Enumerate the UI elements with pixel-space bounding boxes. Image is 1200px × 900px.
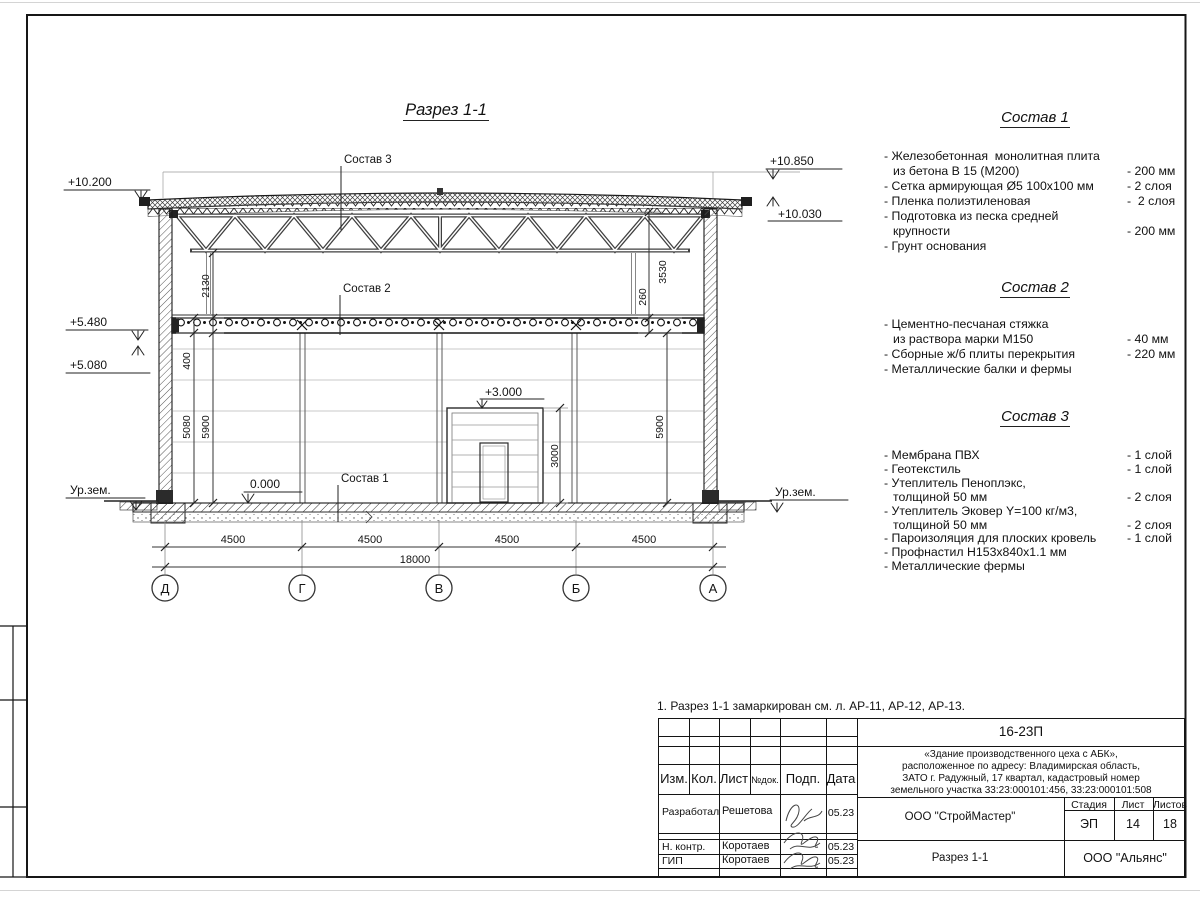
tb-contractor: ООО "Альянс" bbox=[1083, 851, 1167, 865]
dim-2130: 2130 bbox=[200, 274, 212, 298]
tb-name-3: Коротаев bbox=[722, 854, 770, 866]
list-item: - Пароизоляция для плоских кровель - 1 слой bbox=[884, 531, 1172, 546]
list-item: - Металлические балки и фермы bbox=[884, 362, 1072, 376]
list-item: - Цементно-песчаная стяжка bbox=[884, 317, 1049, 331]
list-item: - Пленка полиэтиленовая - 2 слоя bbox=[884, 194, 1176, 208]
elev-10850: +10.850 bbox=[770, 154, 814, 168]
tb-date-2: 05.23 bbox=[827, 841, 855, 853]
tb-stage-label: Стадия bbox=[1071, 799, 1107, 811]
signatures bbox=[780, 791, 826, 875]
roof-edge-right bbox=[741, 197, 752, 206]
ground-floor bbox=[104, 501, 772, 523]
tb-sheets-value: 18 bbox=[1163, 817, 1177, 831]
axis-b: Б bbox=[571, 581, 581, 596]
axis-a: А bbox=[708, 581, 718, 596]
list-item: - Геотекстиль - 1 слой bbox=[884, 461, 1172, 476]
tb-col-kol: Кол. bbox=[691, 771, 717, 786]
gate bbox=[447, 408, 543, 503]
elev-ground-left: Ур.зем. bbox=[70, 483, 111, 497]
drawing-view-title: Разрез 1-1 bbox=[405, 101, 487, 119]
list-item: крупности - 200 мм bbox=[893, 224, 1176, 238]
dim-5080: 5080 bbox=[181, 415, 193, 439]
roof-truss bbox=[169, 210, 710, 251]
dim-400: 400 bbox=[181, 352, 193, 370]
upper-partitions bbox=[207, 253, 636, 314]
dim-total: 18000 bbox=[399, 554, 431, 566]
sheet-note: 1. Разрез 1-1 замаркирован см. л. АР-11, АР-12, АР-13. bbox=[657, 699, 965, 713]
composition-1-heading: Состав 1 bbox=[1001, 109, 1069, 126]
wall-left bbox=[159, 209, 172, 503]
ridge-detail bbox=[437, 188, 443, 195]
dim-span-1: 4500 bbox=[220, 534, 246, 546]
dim-3000: 3000 bbox=[549, 444, 561, 468]
sand-base bbox=[133, 512, 744, 522]
tb-name-2: Коротаев bbox=[722, 840, 770, 852]
tb-col-izm: Изм. bbox=[660, 771, 688, 786]
tb-org: ООО "СтройМастер" bbox=[904, 811, 1016, 823]
list-item: - Профнастил Н153х840х1.1 мм bbox=[884, 545, 1067, 560]
roof-assembly bbox=[139, 172, 800, 217]
list-item: толщиной 50 мм - 2 слоя bbox=[893, 517, 1172, 532]
tb-col-podp: Подп. bbox=[785, 771, 821, 786]
elev-5080: +5.080 bbox=[70, 358, 108, 372]
tb-sheets-label: Листов bbox=[1152, 799, 1188, 811]
left-stamp-strip bbox=[0, 626, 27, 877]
composition-2-list bbox=[884, 317, 1183, 377]
tb-sheet-value: 14 bbox=[1126, 817, 1140, 831]
elev-zero: 0.000 bbox=[250, 477, 281, 491]
list-item: - Грунт основания bbox=[884, 239, 987, 253]
composition-2-heading: Состав 2 bbox=[1001, 279, 1069, 296]
list-item: - Сборные ж/б плиты перекрытия - 220 мм bbox=[884, 347, 1176, 361]
label-sostav2: Состав 2 bbox=[343, 283, 391, 295]
tb-project-line-1: «Здание производственного цеха с АБК», bbox=[924, 749, 1118, 760]
tb-project-line-3: ЗАТО г. Радужный, 17 квартал, кадастровый номер bbox=[902, 773, 1140, 784]
dim-5900-right: 5900 bbox=[654, 415, 666, 439]
tb-col-data: Дата bbox=[826, 771, 856, 786]
tb-col-list: Лист bbox=[719, 771, 749, 786]
list-item: - Утеплитель Пеноплэкс, bbox=[884, 475, 1026, 490]
tb-project-line-2: расположенное по адресу: Владимирская область, bbox=[902, 761, 1140, 772]
tb-project-line-4: земельного участка 33:23:000101:456, 33:23:000101:508 bbox=[890, 785, 1152, 796]
composition-1-list bbox=[884, 149, 1183, 254]
elev-ground-right: Ур.зем. bbox=[775, 485, 816, 499]
label-sostav3: Состав 3 bbox=[344, 154, 392, 166]
tb-stage-value: ЭП bbox=[1080, 817, 1098, 831]
list-item: - Утеплитель Эковер Y=100 кг/м3, bbox=[884, 503, 1078, 518]
floor-slab-0000 bbox=[133, 503, 744, 512]
elev-3000: +3.000 bbox=[485, 385, 523, 399]
tb-role-1: Разработал bbox=[662, 806, 720, 818]
tb-date-1: 05.23 bbox=[827, 807, 855, 819]
elev-5480: +5.480 bbox=[70, 315, 108, 329]
composition-3-list bbox=[884, 449, 1183, 574]
label-sostav1: Состав 1 bbox=[341, 473, 389, 485]
list-item: из бетона В 15 (М200) - 200 мм bbox=[893, 164, 1176, 178]
dim-span-2: 4500 bbox=[357, 534, 383, 546]
title-block bbox=[658, 718, 1188, 877]
axis-g: Г bbox=[298, 581, 306, 596]
tb-sheet-label: Лист bbox=[1121, 799, 1145, 811]
composition-3-heading: Состав 3 bbox=[1001, 408, 1069, 425]
elev-10030: +10.030 bbox=[778, 207, 822, 221]
axis-d: Д bbox=[160, 581, 170, 596]
list-item: - Металлические фермы bbox=[884, 559, 1025, 574]
tb-date-3: 05.23 bbox=[827, 855, 855, 867]
elev-10200: +10.200 bbox=[68, 175, 112, 189]
tb-col-ndok: №док. bbox=[751, 775, 779, 786]
floor-slab-6160 bbox=[172, 315, 704, 333]
axis-v: В bbox=[434, 581, 444, 596]
list-item: - Подготовка из песка средней bbox=[884, 209, 1059, 223]
tb-name-1: Решетова bbox=[722, 805, 773, 817]
dim-5900-left: 5900 bbox=[200, 415, 212, 439]
tb-role-2: Н. контр. bbox=[662, 841, 706, 853]
dim-span-3: 4500 bbox=[494, 534, 520, 546]
tb-role-3: ГИП bbox=[662, 855, 683, 867]
list-item: из раствора марки М150 - 40 мм bbox=[893, 332, 1169, 346]
axis-bubbles bbox=[152, 575, 726, 601]
interior bbox=[173, 253, 703, 503]
wall-right bbox=[704, 209, 717, 503]
list-item: толщиной 50 мм - 2 слоя bbox=[893, 489, 1172, 504]
list-item: - Мембрана ПВХ - 1 слой bbox=[884, 448, 1172, 462]
tb-drawing-name: Разрез 1-1 bbox=[931, 852, 989, 864]
dim-3530: 3530 bbox=[657, 260, 669, 284]
list-item: - Железобетонная монолитная плита bbox=[884, 149, 1100, 163]
tb-doc-number: 16-23П bbox=[998, 724, 1044, 739]
dim-260: 260 bbox=[637, 288, 649, 306]
list-item: - Сетка армирующая Ø5 100х100 мм - 2 слоя bbox=[884, 179, 1172, 193]
dim-span-4: 4500 bbox=[631, 534, 657, 546]
